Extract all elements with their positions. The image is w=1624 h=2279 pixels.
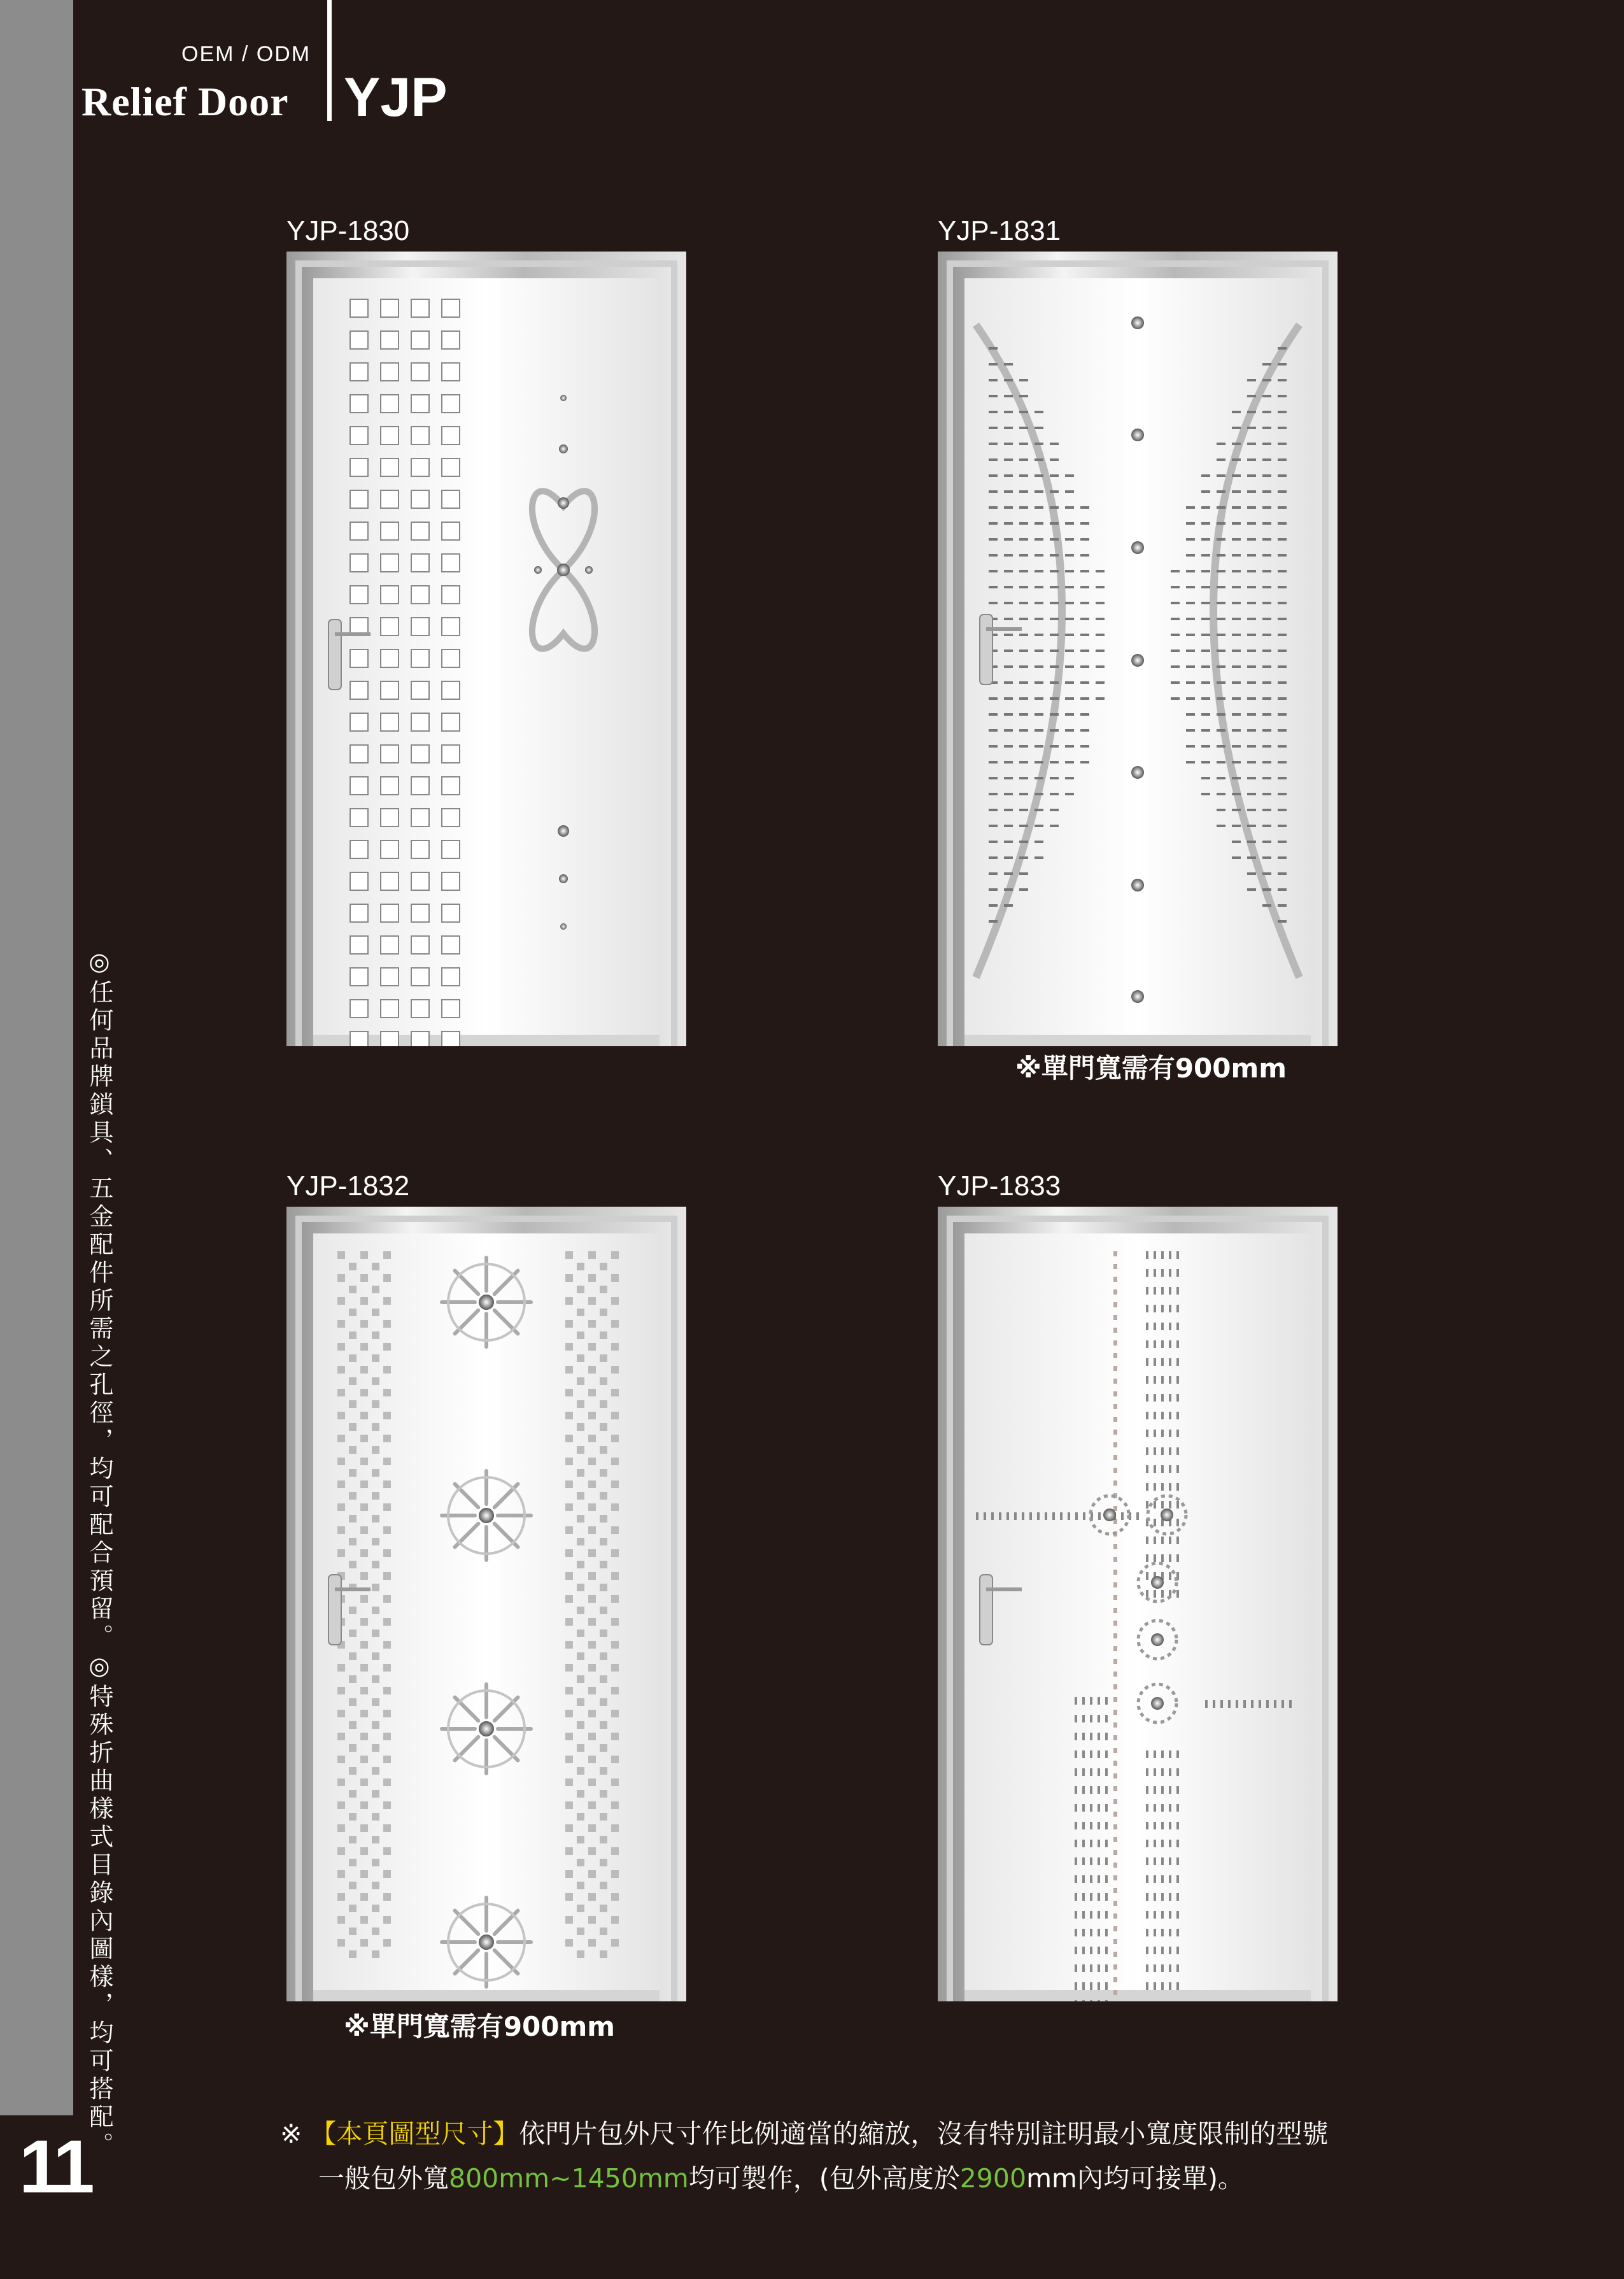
- footer-line-1: [280, 2112, 1328, 2156]
- footer-line-2: [280, 2156, 1328, 2201]
- footer-height-value: 2900: [959, 2163, 1027, 2194]
- header-divider: [327, 0, 332, 121]
- header-oem: OEM / ODM: [181, 42, 311, 66]
- side-note: ◎任何品牌鎖具、五金配件所需之孔徑，均可配合預留。◎特殊折曲樣式目錄內圖樣，均可搭配。: [85, 948, 113, 2160]
- door-model-label: YJP-1833: [938, 1170, 1061, 1202]
- door-image-1831: [938, 252, 1338, 1046]
- door-image-1833: [938, 1207, 1338, 2001]
- footer-note: [280, 2112, 1328, 2201]
- footer-width-range: 800mm~1450mm: [449, 2163, 689, 2194]
- footer-line1-text: 依門片包外尺寸作比例適當的縮放，沒有特別註明最小寬度限制的型號: [519, 2119, 1329, 2149]
- door-image-1830: [286, 252, 686, 1046]
- door-model-label: YJP-1832: [286, 1170, 410, 1202]
- header-brand: YJP: [344, 67, 448, 128]
- width-note: ※單門寬需有900mm: [1015, 1053, 1287, 1084]
- width-note: ※單門寬需有900mm: [344, 2011, 616, 2042]
- door-model-label: YJP-1831: [938, 215, 1061, 246]
- footer-line2-a: 一般包外寬: [318, 2163, 449, 2194]
- sidebar: [0, 0, 73, 2279]
- sidebar-grey-band: [0, 0, 73, 2115]
- door-model-label: YJP-1830: [286, 215, 410, 246]
- door-image-1832: [286, 1207, 686, 2001]
- footer-bracket-label: 【本頁圖型尺寸】: [310, 2119, 519, 2149]
- footer-line2-b: 均可製作，(包外高度於: [688, 2163, 960, 2194]
- header-title: Relief Door: [81, 79, 289, 124]
- footer-mark: ※: [280, 2119, 302, 2149]
- page-number: 11: [19, 2125, 91, 2209]
- footer-line2-c: mm內均可接單)。: [1026, 2163, 1244, 2194]
